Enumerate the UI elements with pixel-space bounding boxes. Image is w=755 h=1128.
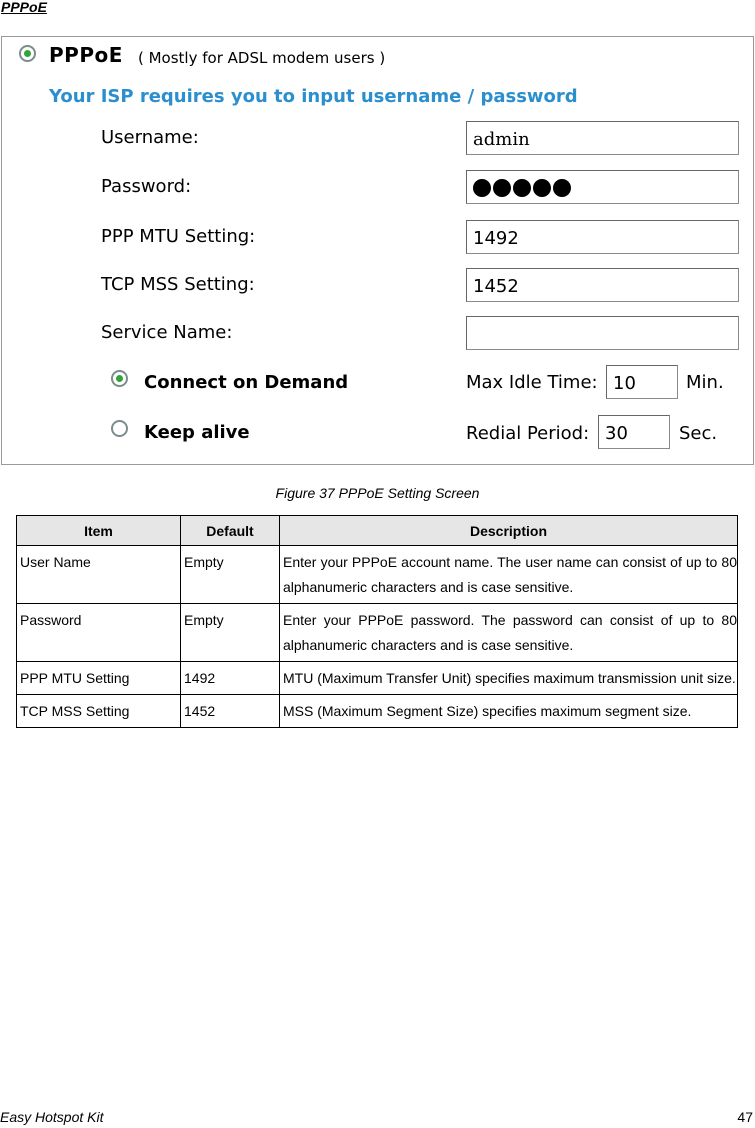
- header-default: Default: [181, 516, 280, 546]
- password-mask-dot: [473, 179, 491, 197]
- cell-description: MTU (Maximum Transfer Unit) specifies maximum transmission unit size.: [280, 662, 738, 695]
- password-input[interactable]: [466, 170, 739, 204]
- isp-requirement-subtitle: Your ISP requires you to input username / password: [49, 86, 578, 107]
- service-name-input[interactable]: [466, 316, 739, 350]
- cell-description: MSS (Maximum Segment Size) specifies maximum segment size.: [280, 695, 738, 728]
- pppoe-mode-radio[interactable]: [19, 45, 36, 62]
- redial-period-input[interactable]: 30: [598, 415, 670, 449]
- table-row: [17, 604, 738, 662]
- pppoe-mode-label: PPPoE: [49, 43, 123, 67]
- cell-item: Password: [17, 604, 181, 662]
- password-label: Password:: [101, 176, 192, 197]
- cell-item: User Name: [17, 546, 181, 604]
- password-mask-dot: [533, 179, 551, 197]
- cell-default: 1492: [181, 662, 280, 695]
- tcp-mss-input[interactable]: 1452: [466, 268, 739, 302]
- table-row: [17, 695, 738, 728]
- cell-default: Empty: [181, 546, 280, 604]
- username-label: Username:: [101, 127, 199, 148]
- figure-caption: Figure 37 PPPoE Setting Screen: [275, 485, 480, 501]
- password-mask-dot: [513, 179, 531, 197]
- footer-product-name: Easy Hotspot Kit: [0, 1109, 104, 1125]
- section-title: PPPoE: [1, 0, 47, 15]
- table-row: [17, 546, 738, 604]
- connect-on-demand-radio[interactable]: [111, 370, 128, 387]
- ppp-mtu-input[interactable]: 1492: [466, 220, 739, 254]
- ppp-mtu-label: PPP MTU Setting:: [101, 226, 256, 247]
- footer-page-number: 47: [737, 1109, 753, 1125]
- password-mask-dot: [553, 179, 571, 197]
- keep-alive-label: Keep alive: [144, 422, 250, 443]
- pppoe-settings-figure: [1, 36, 754, 465]
- username-input[interactable]: admin: [466, 121, 739, 155]
- keep-alive-radio[interactable]: [111, 420, 128, 437]
- cell-description: Enter your PPPoE password. The password can consist of up to 80 alphanumeric characters and is case sensitive.: [280, 604, 738, 662]
- cell-item: PPP MTU Setting: [17, 662, 181, 695]
- cell-default: 1452: [181, 695, 280, 728]
- table-row: [17, 662, 738, 695]
- max-idle-time-unit: Min.: [686, 372, 724, 393]
- max-idle-time-label: Max Idle Time:: [466, 372, 598, 393]
- cell-item: TCP MSS Setting: [17, 695, 181, 728]
- parameter-table: [16, 515, 738, 728]
- header-description: Description: [280, 516, 738, 546]
- table-header-row: [17, 516, 738, 546]
- password-mask-dot: [493, 179, 511, 197]
- redial-period-unit: Sec.: [679, 423, 718, 444]
- tcp-mss-label: TCP MSS Setting:: [101, 274, 255, 295]
- redial-period-label: Redial Period:: [466, 423, 590, 444]
- header-item: Item: [17, 516, 181, 546]
- cell-description: Enter your PPPoE account name. The user name can consist of up to 80 alphanumeric characters and is case sensitive.: [280, 546, 738, 604]
- pppoe-mode-note: ( Mostly for ADSL modem users ): [138, 49, 386, 67]
- cell-default: Empty: [181, 604, 280, 662]
- service-name-label: Service Name:: [101, 322, 233, 343]
- max-idle-time-input[interactable]: 10: [606, 365, 678, 399]
- connect-on-demand-label: Connect on Demand: [144, 372, 349, 393]
